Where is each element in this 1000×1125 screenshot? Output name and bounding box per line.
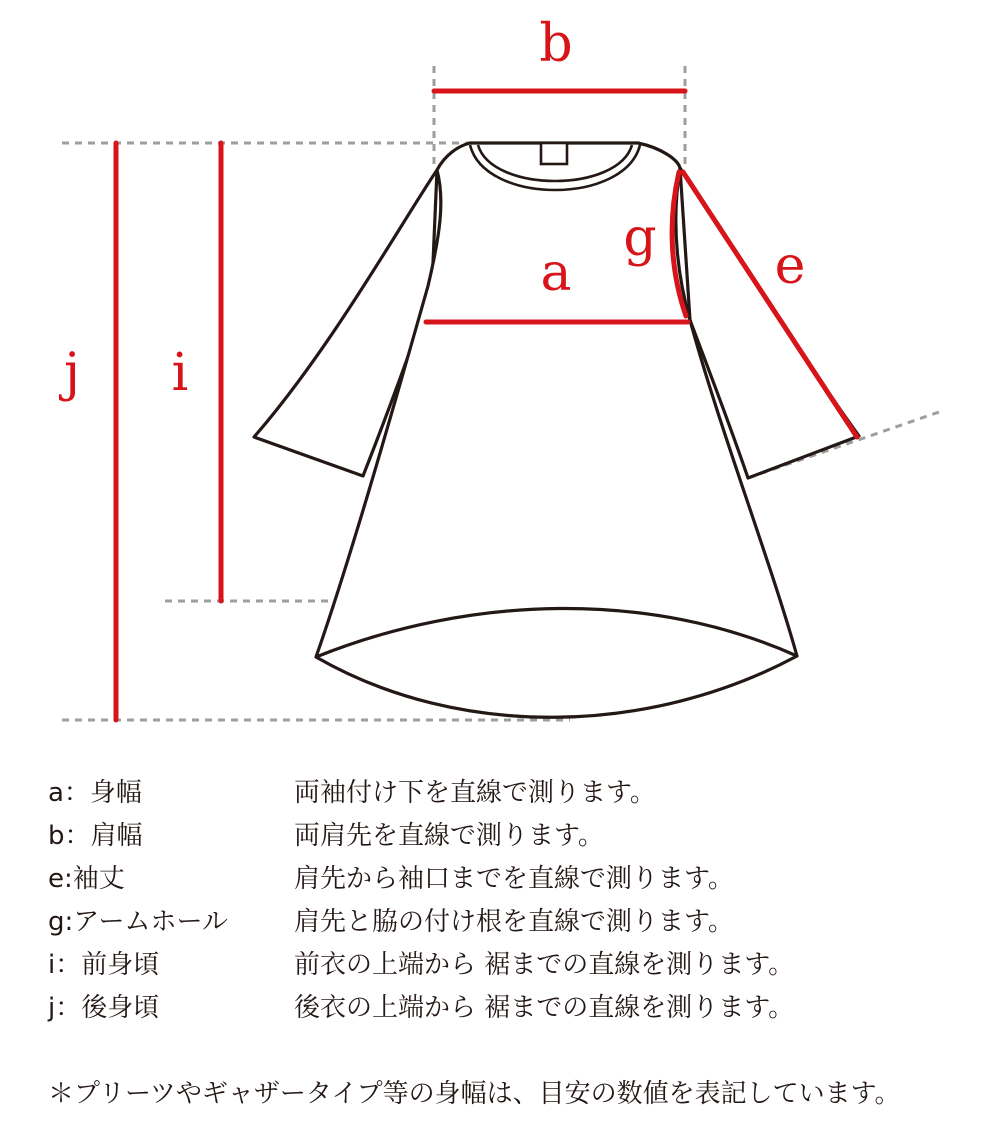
measure-i-label: i: [171, 343, 189, 403]
dress-outline: [254, 143, 859, 717]
legend-description: 後衣の上端から 裾までの直線を測ります。: [294, 993, 795, 1023]
footnote: ＊プリーツやギャザータイプ等の身幅は、目安の数値を表記しています。: [48, 1079, 901, 1109]
legend-description: 両肩先を直線で測ります。: [294, 821, 604, 851]
legend-description: 前衣の上端から 裾までの直線を測ります。: [294, 950, 795, 980]
back-hem: [316, 656, 797, 717]
measure-e-label: e: [774, 236, 806, 296]
legend-row-j: [48, 987, 948, 1030]
measure-j-label: j: [63, 343, 81, 403]
legend-description: 肩先と脇の付け根を直線で測ります。: [294, 907, 734, 937]
legend-row-g: [48, 901, 948, 944]
legend-key: e:袖丈: [48, 864, 125, 894]
measurement-legend: [48, 772, 948, 1030]
legend-key: g:アームホール: [48, 907, 228, 937]
legend-key: i：前身頃: [48, 950, 160, 980]
measure-b-label: b: [539, 14, 573, 74]
legend-row-i: [48, 944, 948, 987]
measure-a-label: a: [540, 243, 572, 303]
legend-description: 肩先から袖口までを直線で測ります。: [294, 864, 734, 894]
legend-key: b：肩幅: [48, 821, 143, 851]
legend-row-a: [48, 772, 948, 815]
legend-row-b: [48, 815, 948, 858]
neck-label-tag: [541, 143, 567, 164]
legend-description: 両袖付け下を直線で測ります。: [294, 778, 656, 808]
measure-g-label: g: [623, 208, 657, 268]
legend-row-e: [48, 858, 948, 901]
legend-key: a：身幅: [48, 778, 142, 808]
legend-key: j：後身頃: [48, 993, 160, 1023]
